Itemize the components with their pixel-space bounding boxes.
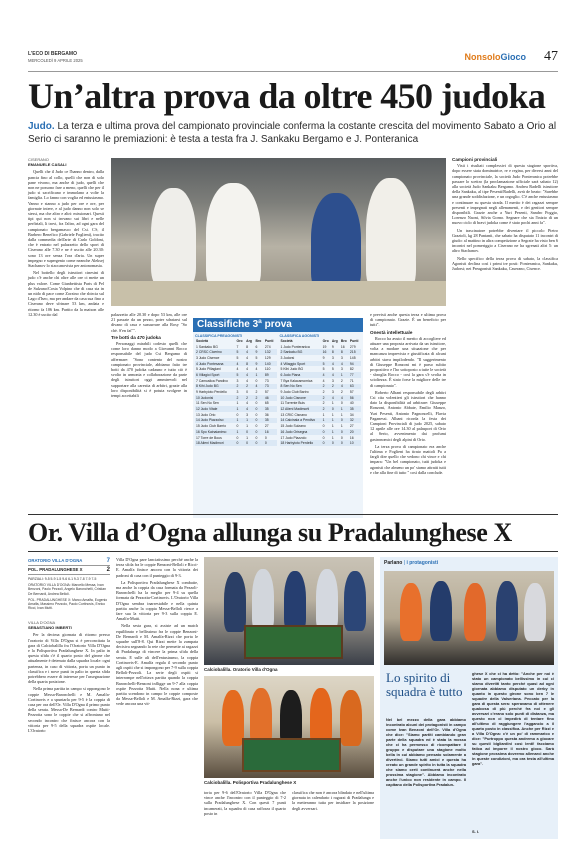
agonisti-cell: 40: [349, 401, 354, 406]
agonisti-table-wrap: [280, 334, 362, 446]
sidebar-col1: Nel bel mezzo della gara abbiamo incontrato alcuni dei protagonisti in campo come Ivan Benzoni dell'Or. Villa d'Ogna che dice: "Siamo partiti cambiando gran parte della squadra ed è stata la mossa che ci ha permesso di ricompattare il gruppo e disputare una stagione molto bella in cui abbiamo pensato solamente a divertirci. Siamo tutti amici e questa ha creato un grande spirito in tutta la squadra che siamo certi continuerà anche nella prossima stagione". Abbiamo incontrato anche l'unico non residente in campo. Il capitano della Polisportiva Pradalun-: [386, 717, 466, 787]
judo-photo: [111, 158, 446, 306]
preagonisti-cell: 14 Judo Piazzolso: [195, 418, 236, 424]
preagonisti-cell: 3: [246, 412, 249, 417]
col-header: Punti: [349, 338, 359, 343]
article1-author: EMANUELE CASALI: [28, 162, 67, 168]
agonisti-cell: 2: [322, 406, 331, 412]
preagonisti-cell: 2: [245, 395, 254, 401]
agonisti-cell: 32: [349, 418, 361, 424]
sidebar-label: [380, 557, 558, 569]
sidebar-col2: ghese X che ci ha detto: "Anche per noi è stato un campionato bellissimo in cui ci siamo divertiti tanto perché quasi ad ogni giornata abbiamo disputato un derby in quanto in questo girone sono ben 7 le squadre della Valseriana. Peccato per la gara di questa sera: speravamo di ottenere qualcosa di più perché fra noi e gli avversari c'erano solo punti di distanza, ma questo non ci impedirà di tentare fino all'ultimo di raggiungere l'aggancio a il quarto posto in classifica. Anche per Rizzi e a Villa D'Ogna: c'è un po' di rammarico e dice: "Purtroppo questa andremo a giocare su questi bigliardini così lenti! facciamo fatica ad imporre il nostro gioco. Sarà stagione prossima dovremo allenarci anche in queste condizioni, ma ora testa all'ultima gara".: [472, 671, 554, 766]
preagonisti-cell: 9: [255, 361, 264, 367]
agonisti-cell: 0: [322, 429, 331, 435]
player-figure: [224, 572, 246, 632]
agonisti-cell: 16: [322, 349, 331, 355]
article2-col3-p1: toria per 9-6 dell'Oratorio Villa D'Ogna che vince anche l'incontro con il punteggio di 7-2 sulla Pradalunghese X. Con questi 7 punti incamerati, la squadra di casa rafforza il quarto posto in: [204, 790, 286, 816]
agonisti-cell: 18 Harbyioto Perdello: [280, 440, 322, 446]
agonisti-title: CLASSIFICA AGONISTI: [279, 334, 320, 338]
agonisti-cell: 2: [340, 378, 343, 383]
preagonisti-cell: 4: [236, 367, 239, 372]
article2-col4: [292, 790, 374, 813]
preagonisti-cell: 16: [264, 429, 277, 435]
article1-col2-p2: Personaggi mirabili codesto quelli che come loro danno modo a Giovanni Rocco responsabile del judo Csi Bergamo di affermare: "Sono contento del nostro campionato provinciale, abbiamo fatto tre botti da 470 judoka cadauno e tutto ciò è svolto in armonia e collaborazione da parte degli istruttori oggi ammirevoli nel supportare alla carestia di arbitri, grazie alla loro disponibilità si è potuta svolgere in tempi accettabili: [111, 341, 187, 399]
lineup-home: ORATORIO VILLA D'OGNA: Marcello Messa, Ivan Benzoni, Paolo Pezzoli, Angelo Baronchelli, Cristian De Bernardi, Andrea Belloli.: [28, 583, 107, 596]
agonisti-cell: 82: [349, 367, 354, 372]
photo-pradalunghese: [204, 676, 374, 778]
article2-author: SEBASTIANO IMBERTI: [28, 625, 72, 631]
home-team-name: ORATORIO VILLA D'OGNA: [28, 558, 83, 563]
agonisti-cell: 1: [340, 372, 349, 378]
agonisti-cell: 27: [349, 424, 354, 429]
header-rule: [28, 71, 558, 72]
preagonisti-cell: 0: [255, 418, 264, 424]
col-header: Arg: [246, 338, 252, 343]
preagonisti-cell: 27: [264, 424, 269, 429]
preagonisti-cell: 4: [246, 367, 249, 372]
agonisti-cell: 1: [340, 406, 349, 412]
preagonisti-cell: 5: [236, 372, 246, 378]
issue-date: MERCOLEDÌ 9 APRILE 2025: [28, 58, 83, 63]
agonisti-cell: 16: [349, 435, 354, 440]
preagonisti-cell: 1: [245, 418, 254, 424]
agonisti-cell: 3: [340, 355, 343, 360]
agonisti-cell: 94: [349, 361, 361, 367]
preagonisti-cell: 35: [264, 418, 277, 424]
preagonisti-cell: 2: [245, 384, 254, 390]
article1-col1: [28, 157, 104, 319]
preagonisti-cell: 0: [264, 435, 267, 440]
preagonisti-cell: 0: [255, 429, 264, 435]
preagonisti-cell: 5: [236, 355, 239, 360]
agonisti-cell: 215: [349, 349, 361, 355]
agonisti-cell: 10: [349, 440, 361, 446]
agonisti-cell: 57: [349, 390, 354, 395]
agonisti-cell: 14 Calcinala a Pendivo: [280, 418, 322, 424]
article-separator: [28, 514, 558, 515]
agonisti-cell: 4: [340, 361, 349, 367]
preagonisti-cell: 35: [264, 406, 277, 412]
article1-col1-p2: Nel bottello degli istruttori cinesini di judo c'è anche chi oltre alle ore ci mette un plus valore. Come Gianbettista Paris di Pel de Sulzano/Costa Volpino che di casa sta in un nido di pace come Zorzino che sbircia sul Lago d'Iseo, ma per andare da casa sua fino a Ciserano deve sfrinare 53 km, andata e ritorno fa 106 km. Partito da la maison alle 12.30 è uscito dal: [28, 270, 104, 317]
preagonisti-cell: 65: [264, 401, 269, 406]
preagonisti-cell: 8: [245, 361, 254, 367]
judoka-figure-3: [311, 193, 361, 293]
preagonisti-cell: 0: [236, 412, 239, 417]
col-header: Arg: [331, 338, 338, 343]
agonisti-cell: 1: [331, 418, 340, 424]
agonisti-cell: 5: [331, 367, 334, 372]
agonisti-table: [280, 338, 362, 446]
player-figure: [464, 583, 486, 641]
article2-dateline: VILLA D'OGNA: [28, 620, 56, 625]
classifiche-title-bar: [193, 318, 363, 332]
preagonisti-cell: 9 Harbyioto Perdello: [196, 390, 227, 395]
preagonisti-cell: 0: [255, 378, 258, 383]
preagonisti-cell: 15 Judo Club Barrio: [196, 424, 226, 429]
agonisti-cell: 3: [331, 378, 334, 383]
lineup-away: POL. PRADALUNGHESE X: Marco Amalfa, Eugenio Amalfa, Massimo Pezzolo, Paolo Cortinovis, Enrico Ricci, Ivan Mutti.: [28, 597, 108, 611]
preagonisti-cell: 4: [255, 367, 258, 372]
preagonisti-cell: 16 Spo Kainaianimo: [195, 429, 236, 435]
article1-col4: [452, 157, 558, 273]
agonisti-cell: 0: [322, 440, 331, 446]
preagonisti-cell: 11 Sen No Sen: [196, 401, 219, 406]
agonisti-cell: 19: [322, 344, 327, 349]
agonisti-cell: 145: [349, 355, 356, 360]
article2-col1-p2: Nella prima partita in campo si oppongono le coppie Messa-Baronchelli e M. Amalfa-Cortinovis e a spuntarla per 9-5 è la coppia di casa per ora dell'Or. Villa D'Ogna il primo punto della serata. Messa-De Bernardi contro Mutti-Pezzotta sono le coppie che si affrontano nel secondo incontro che finisce ancora con la vittoria per 9-5 della squadra ospite locale. L'Oratorio: [28, 686, 110, 734]
agonisti-cell: 5: [322, 367, 325, 372]
agonisti-cell: 3: [331, 390, 334, 395]
preagonisti-table-wrap: [195, 334, 277, 446]
preagonisti-cell: 13 Judo Orio: [196, 412, 216, 417]
classifiche-title: Classifiche: [197, 319, 250, 330]
col-header: Società: [196, 338, 209, 343]
agonisti-cell: 2: [331, 384, 340, 390]
preagonisti-cell: 7 Camcalica Pandivo: [196, 378, 228, 383]
article2-col1-p1: Per la decima giornata di ritorno presso l'oratorio di Villa D'Ogna si è perconcitata la gara di Calciobalilla fra l'Oratorio Villa D'Ogna e la Polisportiva Pradalunghese X. In palio in questa sfida c'è il quarto posto del girone che attualmente è detenuto dalla squadra locale: ogni partenza, in caso di vittoria, porta un punto in classifica e i nove punti in palio in questa sfida potrebbero essere di interesse per l'assegnazione della quarta posizione.: [28, 632, 110, 685]
preagonisti-cell: 7: [236, 344, 239, 349]
article1-col1-p1: Quelli che il Judo ce l'hanno dentro, dalla pancia fino al collo, quelli che non di solo pane vivono, ma anche di judo, quelli che non ne possono fare a meno, quelli che per il judo si sacrificano e immolano a volte la famiglia. Lo fanno con voglia ed entusiasmo. Vanno e stanno a judo per ore e ore, per giornate intere, e al judo danno non solo se stessi, ma che altro e altri: missionari. Questi tipi qui non si trovano sui libri e nelle perfiriali, li trovi, fra l'altro, ad ogni gara del campionato bergamasco del Csi. C'è, il Barbero Benefico (Gabriele Foglieni), tracito dalla commedia dell'arte di Carlo Goldoni, che è entrato nel palazzetto dello sport di Ciserano alle 7.30 e ne è uscito alle 20.30: sono 13 ore senza l'ora d'aria. Un super impegno e supergenio come neanche Aleksej Stachanov lo staccanovista per antonomasia.: [28, 169, 104, 269]
agonisti-cell: 4: [322, 378, 325, 383]
preagonisti-cell: 0: [245, 429, 254, 435]
foosball-table: [242, 738, 341, 772]
preagonisti-cell: 0: [255, 435, 258, 440]
agonisti-cell: 35: [349, 406, 361, 412]
preagonisti-cell: 17 Torre de Bous: [196, 435, 222, 440]
agonisti-cell: 1: [322, 412, 325, 417]
player-figure: [344, 571, 366, 631]
agonisti-cell: 5: [322, 361, 331, 367]
agonisti-cell: 0: [340, 435, 343, 440]
player-figure: [400, 583, 422, 641]
preagonisti-cell: 1: [236, 406, 246, 412]
preagonisti-cell: 140: [264, 361, 277, 367]
home-team-score: 7: [106, 558, 110, 564]
article1-dateline: CISERANO: [28, 157, 49, 162]
player-figure: [524, 583, 546, 641]
agonisti-cell: 0: [340, 418, 349, 424]
agonisti-cell: 4: [331, 395, 340, 401]
agonisti-cell: 4 Villaggio Sport: [280, 361, 322, 367]
agonisti-cell: 2: [322, 395, 331, 401]
article1-col2-heading: Tre botti da 470 judoka: [111, 334, 161, 340]
preagonisti-cell: 73: [264, 378, 269, 383]
preagonisti-cell: 3: [236, 390, 239, 395]
agonisti-cell: 8: [340, 349, 349, 355]
preagonisti-cell: 0: [255, 406, 264, 412]
preagonisti-cell: 18 Alieni Madimori: [195, 440, 236, 446]
agonisti-cell: 34: [349, 412, 354, 417]
agonisti-cell: 17 Judo Piazzolo: [280, 435, 307, 440]
preagonisti-cell: 1: [246, 424, 249, 429]
article2-col1: [28, 620, 110, 735]
preagonisti-cell: 4: [245, 349, 254, 355]
preagonisti-cell: 0: [255, 440, 264, 446]
player-figure: [340, 690, 362, 746]
agonisti-cell: 1: [331, 424, 334, 429]
agonisti-cell: 2: [340, 390, 343, 395]
agonisti-cell: 2: [322, 384, 331, 390]
sidebar-box: [380, 557, 558, 839]
preagonisti-cell: 12 Judo Vitale: [195, 406, 236, 412]
masthead: [28, 49, 558, 71]
foosball-table: [244, 625, 343, 659]
preagonisti-cell: 2: [255, 390, 258, 395]
sidebar-label-b: i protagonisti: [406, 560, 439, 566]
preagonisti-cell: 1: [236, 429, 246, 435]
preagonisti-cell: 0: [255, 412, 258, 417]
agonisti-cell: 1: [331, 429, 340, 435]
agonisti-cell: 1: [340, 424, 343, 429]
preagonisti-cell: 8 Kihi Judo BG: [195, 384, 236, 390]
player-figure: [430, 581, 452, 641]
agonisti-cell: 8 Sen No Sen: [280, 384, 322, 390]
judoka-figure-2: [206, 183, 261, 293]
col-header: Società: [280, 338, 293, 343]
player-figure: [252, 569, 274, 631]
agonisti-cell: 0: [340, 401, 343, 406]
preagonisti-cell: 5: [255, 355, 258, 360]
agonisti-cell: 16 Judo Orisegna: [280, 429, 322, 435]
article2-col2-p3: Nella sesta gara, si assiste ad un match equilibrato e bellissimo fra le coppie Benzoni-De Bernardi e M. Amalfa-Rizzi che porta le squadre sull'8-8. Qui Rizzi mette la zampata decisiva segnando la rete che permette ai ragazzi di Pradalunga di vincere la prima sfida della serata. E sulle ali dell'entusiasmo, la coppia Cortinovis-E. Amalfa regala il secondo punto agli ospiti che si impongono per 7-9 sulla coppia Belloli-Pezzoli. La serie degli ospiti si interrompe nell'ottava partita quando la coppia Baronchelli-Benzoni infligge un 9-7 alla coppia ospite Pezzotta Mutti. Nella nona e ultima partita scendono in campo le coppie composte da Messa-Belloli e M. Amalfa-Rizzi, gara che vede ancora una vit-: [116, 623, 198, 707]
article1-col3: [370, 312, 446, 477]
article1-col3-p3: Roberto Albani responsabile degli arbitri Csi cita volentieri gli istruttori che hanno dato la disponibilità ad arbitrare: Giuseppe Ronzoni, Antonio Abbate, Emilio Manzo, Yuri Pesenti, Antonio Pagnoncelli, Flavia Paganessi. Albani ricorda la festa dei Campioni Provinciali di judo 2025, sabato 12 aprile alle ore 14.30 al palasport di Orio al Serio, avvenimento dai profumi gastronomici degli alpini di Orio.: [370, 389, 446, 442]
agonisti-cell: 1: [340, 412, 343, 417]
agonisti-cell: 1: [331, 435, 334, 440]
agonisti-cell: 1: [322, 418, 331, 424]
agonisti-cell: 12 Alieni Madimorti: [280, 406, 322, 412]
score-row-home: [28, 557, 110, 566]
preagonisti-cell: 110: [264, 367, 271, 372]
player-figure: [222, 690, 244, 746]
agonisti-cell: 15 Judo Sulzano: [280, 424, 306, 429]
preagonisti-title: CLASSIFICA PREAGONISTI: [195, 334, 243, 338]
preagonisti-cell: 4: [245, 406, 254, 412]
preagonisti-cell: 10 Judonisi: [195, 395, 236, 401]
agonisti-cell: 3 Judorsi: [280, 355, 295, 360]
preagonisti-table: [195, 338, 277, 446]
col-header: Oro: [322, 338, 329, 343]
preagonisti-cell: 8: [246, 344, 249, 349]
agonisti-cell: 13 CRIC Cisnano: [280, 412, 307, 417]
agonisti-cell: 3: [331, 355, 334, 360]
agonisti-cell: 2 Sankaku BG: [280, 349, 322, 355]
preagonisti-cell: 0: [245, 440, 254, 446]
col-header: Oro: [236, 338, 243, 343]
preagonisti-cell: 1 Sankaku BG: [196, 344, 218, 349]
agonisti-cell: 1: [331, 401, 334, 406]
preagonisti-cell: 36: [264, 412, 269, 417]
preagonisti-cell: 0: [246, 390, 249, 395]
newspaper-name: L'ECO DI BERGAMO: [28, 51, 77, 57]
agonisti-cell: 1: [331, 412, 334, 417]
sidebar-signature: S. I.: [472, 829, 480, 834]
player-figure: [284, 571, 306, 631]
article1-col3-heading: Onestà intellettuale: [370, 329, 413, 335]
agonisti-cell: 0: [340, 429, 349, 435]
preagonisti-cell: 57: [264, 390, 269, 395]
sidebar-label-a: Parlano: [384, 560, 403, 566]
agonisti-row: [280, 440, 362, 446]
article2-col4-p1: classifica che non è ancora blindato e nell'ultima giornata in calendario i ragazzi di Pradalunga e la metteranno tutta per insidiare la posizione degli avversari.: [292, 790, 374, 811]
col-header: Punti: [264, 338, 274, 343]
section-label-a: Nonsolo: [464, 52, 501, 62]
section-label: [464, 52, 526, 62]
photo1-caption: Calciobalilla. Oratorio Villa d'Ogna: [204, 667, 278, 672]
preagonisti-cell: 4: [255, 384, 264, 390]
article1-subhead: [28, 120, 558, 146]
article1-headline: Un’altra prova da oltre 450 judoka: [28, 76, 546, 116]
agonisti-cell: 16: [340, 344, 345, 349]
agonisti-cell: 7 Bya Kalacamomica: [280, 378, 313, 383]
preagonisti-cell: 129: [264, 355, 271, 360]
preagonisti-cell: 0: [236, 440, 246, 446]
agonisti-cell: 4: [322, 372, 331, 378]
preagonisti-cell: 1: [246, 435, 249, 440]
preagonisti-cell: 4: [236, 361, 246, 367]
preagonisti-cell: 4: [246, 378, 249, 383]
preagonisti-cell: 6: [255, 344, 258, 349]
photo2-caption: Calciobalilla. Polisportiva Pradalunghese X: [204, 780, 297, 785]
agonisti-cell: 0: [331, 406, 340, 412]
article1-col3-p4: La terza prova di campionato era anche l'ultima e Foglieni ha tirato mattoli Pa a fargli dire quello che vedono chi vince e chi impara: "Un bel campionato, tutti judoka e agonisti che almeno un po' siamo attratti tutti e che alla fine di tutto " così dalla conclude.: [370, 443, 446, 475]
agonisti-cell: 0: [322, 424, 325, 429]
preagonisti-cell: 132: [264, 349, 277, 355]
photo-villa-dogna: [204, 557, 374, 665]
preagonisti-cell: 46: [264, 395, 277, 401]
agonisti-cell: 0: [340, 440, 349, 446]
classifiche-title-suffix: 3ª prova: [252, 319, 292, 330]
preagonisti-cell: 73: [264, 384, 277, 390]
article1-subhead-text: La terza e ultima prova del campionato provinciale conferma la costante crescita del movimento Sabato a Orio al Serio ci saranno le premiazioni: è testa a testa fra J. Sankaku Bergamo e J. Ponteranica: [28, 121, 557, 145]
preagonisti-cell: 4: [246, 355, 249, 360]
agonisti-cell: 63: [349, 384, 361, 390]
article2-headline: Or. Villa d’Ogna allunga su Pradalunghese X: [28, 518, 512, 547]
preagonisti-cell: 3 Judo Cisence: [196, 355, 220, 360]
agonisti-cell: 2: [322, 401, 325, 406]
scoreboard: [28, 557, 110, 611]
preagonisti-cell: 2: [236, 395, 246, 401]
page-number: 47: [544, 49, 558, 64]
player-figure: [316, 569, 338, 631]
preagonisti-cell: 4 Judo Pontesana: [195, 361, 236, 367]
article2-col3: [204, 790, 286, 818]
partials: PARZIALI: 9-5 5-9 1-5 9-6 6-1 9-3 7-8 7-9 7-5: [28, 577, 97, 581]
preagonisti-cell: 4: [245, 372, 254, 378]
preagonisti-cell: 0: [236, 424, 239, 429]
preagonisti-cell: 0: [255, 424, 258, 429]
agonisti-cell: 10 Judo Cisnone: [280, 395, 322, 401]
agonisti-cell: 11 Torrente Buis: [280, 401, 305, 406]
preagonisti-cell: 5: [236, 349, 246, 355]
agonisti-cell: 71: [349, 378, 354, 383]
agonisti-cell: 56: [349, 395, 361, 401]
away-team-name: POL. PRADALUNGHESE X: [28, 567, 83, 572]
article2-rule: [28, 551, 558, 552]
preagonisti-cell: 2: [236, 384, 246, 390]
classifiche-box: [193, 318, 363, 518]
article1-col4-heading: Campioni provinciali: [452, 157, 498, 162]
agonisti-cell: 3: [340, 367, 343, 372]
preagonisti-cell: 4: [246, 401, 249, 406]
judoka-figure-4: [366, 178, 416, 293]
article1-col2-p1: palazzetto alle 20.30 e dopo 53 km, alle ore 21 passate da un pezzo, poter sdraiarsi sul divano di casa e sussurrare alla Rosy "So chè. S'en fat"".: [111, 312, 187, 333]
col-header: Bro: [255, 338, 262, 343]
article1-col4-p2: Un trascinatore potrebbe diventare il piccolo Pietro Grazioli, kg 28 Pantanii, che sabato ha disputato 11 incontri di giudo: al mattino in altra competizione a Segrate ha visto ben 6 incontri nel pomeriggio a Ciserano ne ha sgrenati altri 5: un altro Stachanov.: [452, 227, 558, 254]
agonisti-cell: 20: [349, 429, 361, 435]
agonisti-cell: 4: [331, 372, 340, 378]
preagonisti-cell: 274: [264, 344, 271, 349]
preagonisti-cell: 89: [264, 372, 277, 378]
preagonisti-cell: 9: [255, 349, 264, 355]
agonisti-cell: 279: [349, 344, 356, 349]
article1-col2: [111, 312, 187, 400]
article1-col4-p1: Visti i risultati complessivi di questa stagione sportiva, dopo essere stata dominatrice, re e regina, per diversi anni del campionato provinciale, la società Judo Ponteranica potrebbe passare lo scettro (la proclamazione ufficiale sarà sabato 12) alla società Judo Sankaku Bergamo. Andrea Radelli istruttore della Sankaku, al tipe Pesenti/Radelli, avrà de beato: "Sarebbe una grande soddisfazione, e un orgoglio. C'è anche entusiasmo e continuare su questa strada. Il merito è dei ragazzi sempre presenti e impegnati negli allenamenti, e dei genitori sempre disponibili. Grazie anche a Yuri Pesenti, Sandro Poggio, Lorenzo Naoni, Silvia Gorno. Segnare che sia l'inizio di un nuovo ciclo di bravi judoka come è stato pochi anni fa".: [452, 163, 558, 226]
tatami-floor: [111, 281, 446, 306]
score-row-away: [28, 566, 110, 575]
section-label-b: Gioco: [500, 52, 526, 62]
preagonisti-cell: 0: [255, 401, 258, 406]
article1-col3-p2: Rocco ha avuto il merito di accogliere ed attuare una proposta arrivata da un istruttore, volta a modare una situazione che per mancanza imprevista e giustificata di alcuni arbitri stava impilodendo. "Il suggerimento di Giuseppe Ronzoni mi è parso subito propositivo e l'ho sottoposto a tutte le società - sbroglia Rocco - così la gara s'è svolta in scioltezza. È stato forse la migliore delle tre di campionato".: [370, 335, 446, 388]
preagonisti-cell: 2 CRSC Cicerino: [195, 349, 236, 355]
preagonisti-cell: 0: [236, 435, 239, 440]
preagonisti-cell: 0: [264, 440, 277, 446]
article2-col2-p2: La Polisportiva Pradalunghese X combatte, ma anche la coppia da casa formata da Pezzoli-Baronchelli ha la meglio per 9-4 su quella formata da Pezzotta-Cortinovis. L'Oratorio Villa D'Ogna sembra inarrestabile e nella quinta partita anche la coppia Messa-Belloli riesce a fare sua la vittoria per 9-3 sulla coppia E. Amalfa-Mutti.: [116, 579, 198, 622]
col-header: Bro: [340, 338, 347, 343]
agonisti-cell: 77: [349, 372, 361, 378]
classifiche-tables: [193, 332, 363, 448]
preagonisti-cell: 1: [255, 372, 264, 378]
article1-col3-p1: e previsti anche questa terza e ultima prova di campionato. Grazie. È un beneficio per tutti".: [370, 312, 446, 328]
agonisti-cell: 1 Judo Ponteranica: [280, 344, 310, 349]
agonisti-cell: 2: [322, 390, 325, 395]
judoka-figure-1: [151, 188, 196, 288]
agonisti-cell: 4: [331, 361, 340, 367]
agonisti-cell: 4: [340, 384, 349, 390]
preagonisti-row: [195, 440, 277, 446]
agonisti-cell: 8: [331, 349, 340, 355]
agonisti-cell: 0: [322, 435, 325, 440]
preagonisti-cell: 6 Villagioi Sport: [195, 372, 236, 378]
agonisti-cell: 0: [331, 440, 340, 446]
away-team-score: 2: [106, 567, 110, 573]
agonisti-cell: 5 Kihi Judo BG: [280, 367, 304, 372]
agonisti-cell: 4: [340, 395, 349, 401]
preagonisti-cell: 1: [236, 418, 246, 424]
agonisti-cell: 9: [331, 344, 334, 349]
preagonisti-cell: 3: [236, 378, 239, 383]
player-figure: [496, 581, 518, 641]
preagonisti-cell: 5 Judo Pillaglani: [196, 367, 221, 372]
sidebar-label-sep: |: [403, 560, 406, 566]
preagonisti-cell: 1: [236, 401, 239, 406]
agonisti-cell: 9: [322, 355, 325, 360]
sidebar-photo: [384, 571, 554, 665]
article2-col2: [116, 557, 198, 709]
article1-kicker: Judo.: [28, 121, 55, 132]
preagonisti-cell: 2: [255, 395, 264, 401]
agonisti-cell: 6 Judo Piana: [280, 372, 322, 378]
sidebar-title: Lo spirito di squadra è tutto: [386, 670, 463, 699]
agonisti-cell: 9 Judo Club Bariro: [280, 390, 309, 395]
article1-col4-p3: Nello specifico della terza prova di sabato, la classifica Agonisti declina così i primi tre posti: Ponteranica, Sankaku, Judorsi; nei Preagonisti Sankaku, Caserano, Cisence.: [452, 255, 558, 272]
article2-col2-p1: Villa D'Ogna pare lanciatissimo perché anche la terza sfida fra le coppie Benzoni-Belloli e Ricci-E. Amalfa finisce ancora con la vittoria dei padroni di casa con il punteggio di 9-3.: [116, 557, 198, 578]
